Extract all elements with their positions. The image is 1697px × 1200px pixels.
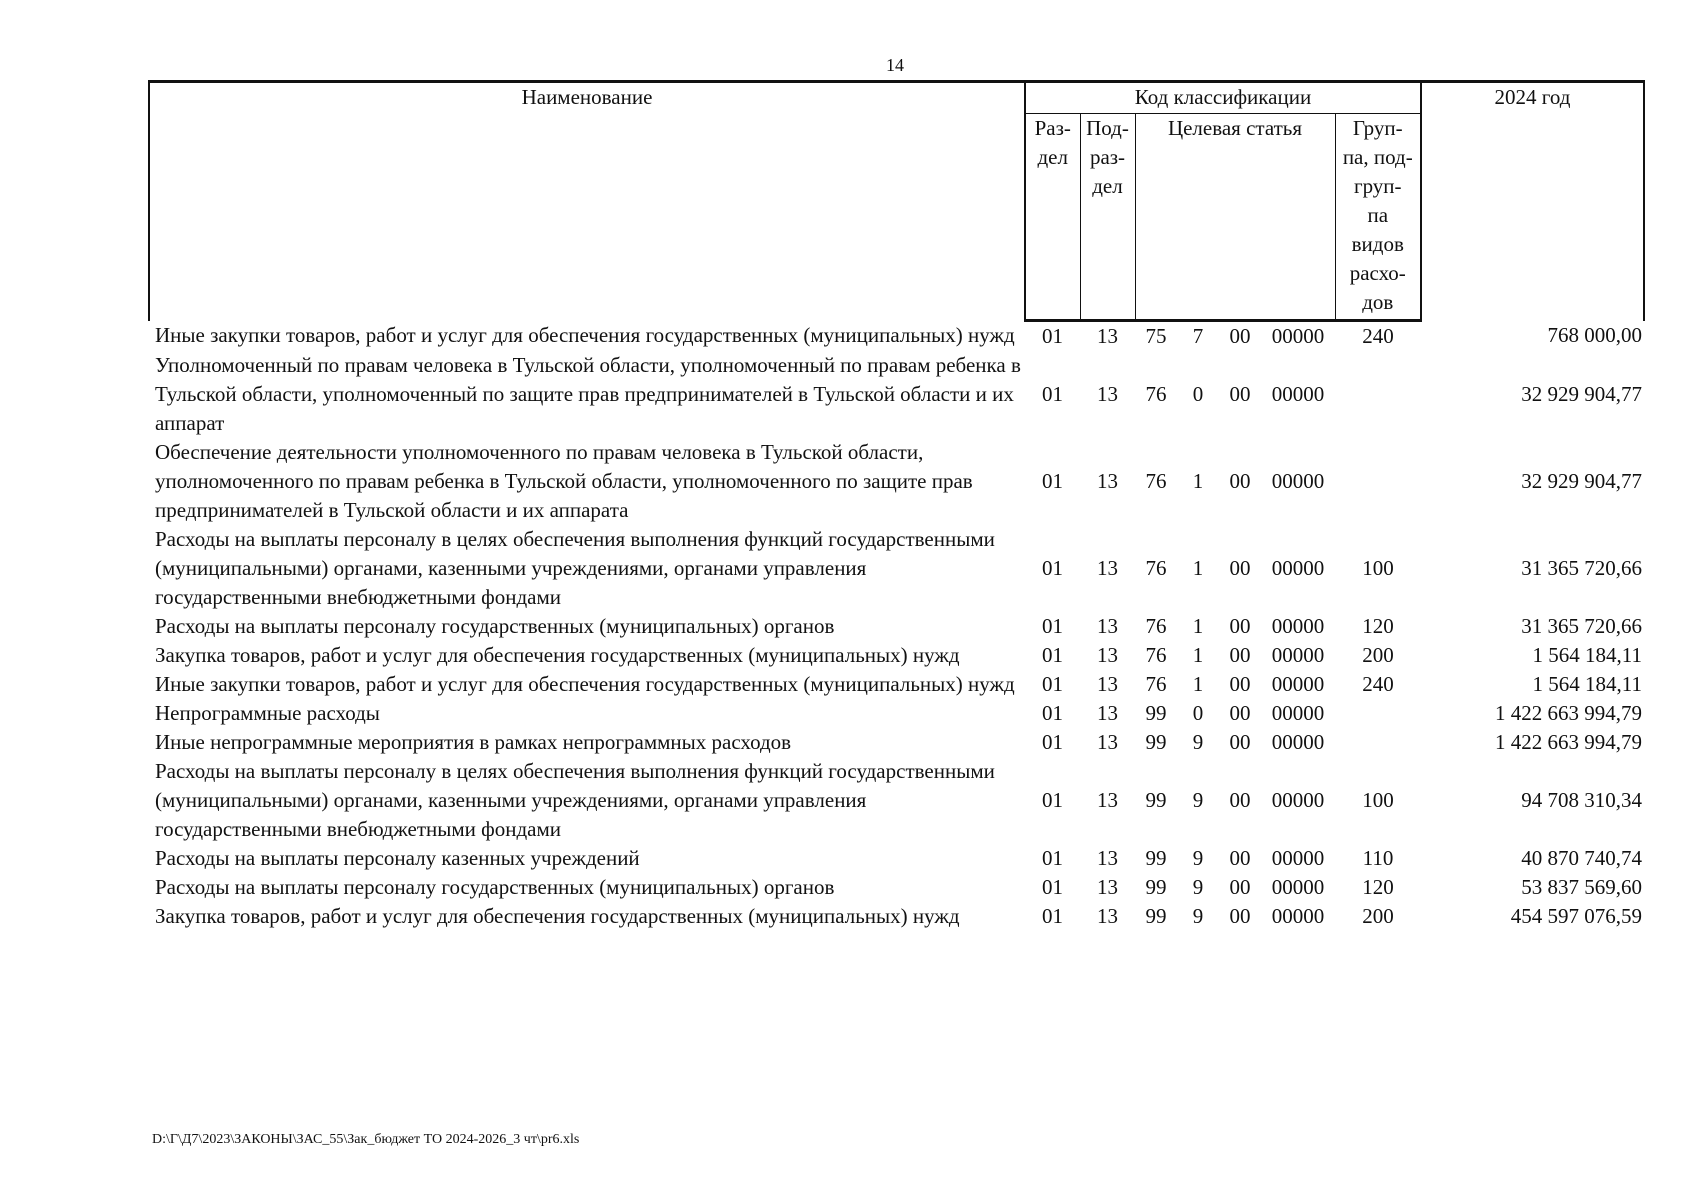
row-target-program: 76 bbox=[1145, 469, 1167, 493]
row-target-program: 76 bbox=[1145, 672, 1167, 696]
table-body bbox=[149, 321, 1644, 932]
header-year: 2024 год bbox=[1421, 82, 1644, 321]
row-expense-group bbox=[1335, 728, 1421, 757]
row-podrazdel: 13 bbox=[1097, 556, 1118, 580]
footer-file-path: D:\Г\Д7\2023\ЗАКОНЫ\ЗАС_55\Зак_бюджет ТО 2024-2026_3 чт\pr6.xls bbox=[152, 1132, 580, 1147]
row-expense-group bbox=[1335, 699, 1421, 728]
row-target-event: 00 bbox=[1229, 324, 1251, 348]
row-target-event: 00 bbox=[1229, 614, 1251, 638]
row-target-event: 00 bbox=[1229, 672, 1251, 696]
table-row bbox=[149, 902, 1644, 931]
row-target-program: 76 bbox=[1145, 614, 1167, 638]
row-razdel: 01 bbox=[1042, 846, 1063, 870]
table-row bbox=[149, 321, 1644, 352]
row-razdel: 01 bbox=[1042, 324, 1063, 348]
row-target-direction: 00000 bbox=[1271, 875, 1325, 899]
row-target-program: 99 bbox=[1145, 788, 1167, 812]
row-target-program: 76 bbox=[1145, 643, 1167, 667]
row-target-subprogram: 9 bbox=[1192, 904, 1204, 928]
row-amount: 454 597 076,59 bbox=[1510, 904, 1643, 928]
row-amount: 768 000,00 bbox=[1547, 323, 1643, 348]
row-razdel: 01 bbox=[1042, 556, 1063, 580]
row-name: Расходы на выплаты персоналу государственных (муниципальных) органов bbox=[155, 614, 835, 638]
row-target-direction: 00000 bbox=[1271, 614, 1325, 638]
row-razdel: 01 bbox=[1042, 788, 1063, 812]
row-podrazdel: 13 bbox=[1097, 672, 1118, 696]
row-amount: 1 422 663 994,79 bbox=[1495, 730, 1643, 754]
table-row bbox=[149, 873, 1644, 902]
header-expense-group: Груп- па, под- груп- па видов расхо- дов bbox=[1335, 114, 1421, 321]
row-target-direction: 00000 bbox=[1271, 643, 1325, 667]
table-row bbox=[149, 757, 1644, 844]
row-name: Обеспечение деятельности уполномоченного по правам человека в Тульской области, уполномоченного по правам ребенка в Тульской области, уполномоченного по защите прав предпринимателей в Тульской области и их аппарата bbox=[155, 440, 973, 522]
row-amount: 1 564 184,11 bbox=[1532, 643, 1643, 667]
row-expense-group bbox=[1335, 438, 1421, 525]
row-expense-group: 240 bbox=[1362, 324, 1394, 348]
row-target-event: 00 bbox=[1229, 875, 1251, 899]
row-target-event: 00 bbox=[1229, 730, 1251, 754]
row-razdel: 01 bbox=[1042, 469, 1063, 493]
row-target-subprogram: 0 bbox=[1192, 701, 1204, 725]
row-target-subprogram: 1 bbox=[1192, 614, 1204, 638]
row-target-direction: 00000 bbox=[1271, 469, 1325, 493]
row-podrazdel: 13 bbox=[1097, 904, 1118, 928]
row-target-direction: 00000 bbox=[1271, 556, 1325, 580]
row-target-direction: 00000 bbox=[1271, 701, 1325, 725]
row-target-program: 76 bbox=[1145, 556, 1167, 580]
row-razdel: 01 bbox=[1042, 643, 1063, 667]
row-target-program: 99 bbox=[1145, 701, 1167, 725]
row-target-direction: 00000 bbox=[1271, 788, 1325, 812]
header-target-article: Целевая статья bbox=[1135, 114, 1335, 321]
row-amount: 32 929 904,77 bbox=[1521, 382, 1643, 406]
row-target-event: 00 bbox=[1229, 556, 1251, 580]
row-target-direction: 00000 bbox=[1271, 382, 1325, 406]
row-razdel: 01 bbox=[1042, 701, 1063, 725]
row-target-direction: 00000 bbox=[1271, 324, 1325, 348]
row-target-subprogram: 9 bbox=[1192, 846, 1204, 870]
row-expense-group: 100 bbox=[1362, 788, 1394, 812]
row-podrazdel: 13 bbox=[1097, 701, 1118, 725]
row-target-program: 76 bbox=[1145, 382, 1167, 406]
row-target-subprogram: 0 bbox=[1192, 382, 1204, 406]
row-target-subprogram: 1 bbox=[1192, 556, 1204, 580]
row-target-event: 00 bbox=[1229, 701, 1251, 725]
row-podrazdel: 13 bbox=[1097, 382, 1118, 406]
table-row bbox=[149, 699, 1644, 728]
row-target-subprogram: 9 bbox=[1192, 788, 1204, 812]
table-row bbox=[149, 351, 1644, 438]
header-razdel: Раз- дел bbox=[1025, 114, 1080, 321]
row-podrazdel: 13 bbox=[1097, 614, 1118, 638]
row-expense-group: 100 bbox=[1362, 556, 1394, 580]
row-podrazdel: 13 bbox=[1097, 730, 1118, 754]
row-amount: 94 708 310,34 bbox=[1521, 788, 1643, 812]
budget-table bbox=[148, 80, 1645, 931]
row-target-event: 00 bbox=[1229, 788, 1251, 812]
row-name: Расходы на выплаты персоналу в целях обеспечения выполнения функций государственными (муниципальными) органами, казенными учреждениями, органами управления государственными внебюджетными фондами bbox=[155, 759, 995, 841]
row-razdel: 01 bbox=[1042, 382, 1063, 406]
row-target-program: 99 bbox=[1145, 846, 1167, 870]
row-amount: 53 837 569,60 bbox=[1521, 875, 1643, 899]
row-razdel: 01 bbox=[1042, 875, 1063, 899]
row-target-direction: 00000 bbox=[1271, 730, 1325, 754]
row-podrazdel: 13 bbox=[1097, 875, 1118, 899]
table-row bbox=[149, 670, 1644, 699]
table-row bbox=[149, 641, 1644, 670]
row-target-event: 00 bbox=[1229, 469, 1251, 493]
row-name: Иные закупки товаров, работ и услуг для обеспечения государственных (муниципальных) нужд bbox=[155, 323, 1015, 348]
table-row bbox=[149, 525, 1644, 612]
row-name: Закупка товаров, работ и услуг для обеспечения государственных (муниципальных) нужд bbox=[155, 904, 960, 928]
row-amount: 31 365 720,66 bbox=[1521, 556, 1643, 580]
row-podrazdel: 13 bbox=[1097, 846, 1118, 870]
row-podrazdel: 13 bbox=[1097, 469, 1118, 493]
header-podrazdel: Под- раз- дел bbox=[1080, 114, 1135, 321]
row-target-subprogram: 9 bbox=[1192, 730, 1204, 754]
row-amount: 32 929 904,77 bbox=[1521, 469, 1643, 493]
row-target-event: 00 bbox=[1229, 643, 1251, 667]
row-target-program: 99 bbox=[1145, 730, 1167, 754]
row-expense-group: 110 bbox=[1362, 846, 1394, 870]
row-name: Расходы на выплаты персоналу в целях обеспечения выполнения функций государственными (муниципальными) органами, казенными учреждениями, органами управления государственными внебюджетными фондами bbox=[155, 527, 995, 609]
row-expense-group: 200 bbox=[1362, 904, 1394, 928]
table-row bbox=[149, 438, 1644, 525]
row-target-program: 99 bbox=[1145, 875, 1167, 899]
row-expense-group bbox=[1335, 351, 1421, 438]
row-amount: 1 422 663 994,79 bbox=[1495, 701, 1643, 725]
row-name: Закупка товаров, работ и услуг для обеспечения государственных (муниципальных) нужд bbox=[155, 643, 960, 667]
row-target-event: 00 bbox=[1229, 382, 1251, 406]
row-target-event: 00 bbox=[1229, 846, 1251, 870]
row-razdel: 01 bbox=[1042, 614, 1063, 638]
row-name: Уполномоченный по правам человека в Тульской области, уполномоченный по правам ребенка в Тульской области, уполномоченный по защите прав предпринимателей в Тульской области и их аппарат bbox=[155, 353, 1021, 435]
table-row bbox=[149, 728, 1644, 757]
row-target-subprogram: 1 bbox=[1192, 672, 1204, 696]
row-expense-group: 200 bbox=[1362, 643, 1394, 667]
row-target-subprogram: 1 bbox=[1192, 469, 1204, 493]
row-name: Непрограммные расходы bbox=[155, 701, 380, 725]
header-code-classification: Код классификации bbox=[1025, 82, 1421, 114]
table-header bbox=[149, 82, 1644, 321]
row-podrazdel: 13 bbox=[1097, 643, 1118, 667]
row-target-direction: 00000 bbox=[1271, 672, 1325, 696]
table-row bbox=[149, 844, 1644, 873]
row-target-direction: 00000 bbox=[1271, 904, 1325, 928]
header-name: Наименование bbox=[149, 82, 1025, 321]
table-row bbox=[149, 612, 1644, 641]
row-target-subprogram: 9 bbox=[1192, 875, 1204, 899]
row-razdel: 01 bbox=[1042, 730, 1063, 754]
row-expense-group: 120 bbox=[1362, 875, 1394, 899]
row-expense-group: 240 bbox=[1362, 672, 1394, 696]
row-amount: 31 365 720,66 bbox=[1521, 614, 1643, 638]
row-name: Расходы на выплаты персоналу государственных (муниципальных) органов bbox=[155, 875, 835, 899]
row-name: Иные закупки товаров, работ и услуг для обеспечения государственных (муниципальных) нужд bbox=[155, 672, 1015, 696]
row-podrazdel: 13 bbox=[1097, 788, 1118, 812]
row-name: Иные непрограммные мероприятия в рамках непрограммных расходов bbox=[155, 730, 792, 754]
row-name: Расходы на выплаты персоналу казенных учреждений bbox=[155, 846, 640, 870]
row-target-subprogram: 1 bbox=[1192, 643, 1204, 667]
row-amount: 1 564 184,11 bbox=[1532, 672, 1643, 696]
row-target-direction: 00000 bbox=[1271, 846, 1325, 870]
row-expense-group: 120 bbox=[1362, 614, 1394, 638]
row-amount: 40 870 740,74 bbox=[1521, 846, 1643, 870]
page-number: 14 bbox=[886, 55, 904, 75]
row-razdel: 01 bbox=[1042, 904, 1063, 928]
row-razdel: 01 bbox=[1042, 672, 1063, 696]
row-target-event: 00 bbox=[1229, 904, 1251, 928]
row-target-program: 75 bbox=[1145, 324, 1167, 348]
row-target-subprogram: 7 bbox=[1192, 324, 1204, 348]
row-podrazdel: 13 bbox=[1097, 324, 1118, 348]
row-target-program: 99 bbox=[1145, 904, 1167, 928]
